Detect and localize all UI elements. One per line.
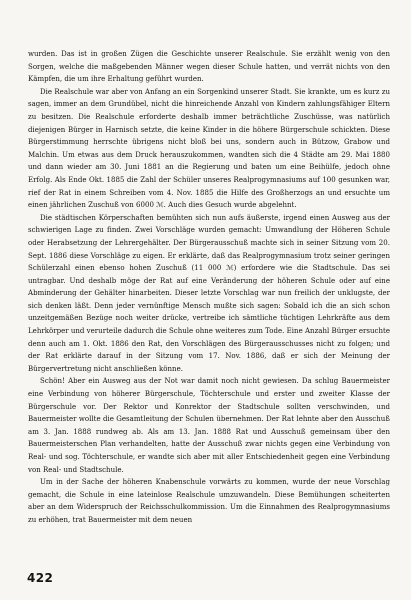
paragraph-1: wurden. Das ist in großen Zügen die Geschichte unserer Realschule. Sie erzählt wenig von den Sorgen, welche die maßgebenden Männer wegen dieser Schule hatten, und verrät nichts von den Kämpfen, die um ihre Erhaltung geführt wurden. — [28, 50, 390, 84]
paragraph-3: Die städtischen Körperschaften bemühten sich nun aufs äußerste, irgend einen Ausweg aus der schwierigen Lage zu finden. Zwei Vorschläge wurden gemacht: Umwandlung der Höheren Schule oder Herabsetzung der Lehrergehälter. Der Bürgerausschuß machte sich in seiner Sitzung vom 20. Sept. 1886 diese Vorschläge zu eigen. Er erklärte, daß das Realprogymnasium trotz seiner geringen Schülerzahl einen ebenso hohen Zuschuß (11 000 ℳ) erfordere wie die Stadtschule. Das sei untragbar. Und deshalb möge der Rat auf eine Veränderung der höheren Schule oder auf eine Abminderung der Gehälter hinarbeiten. Dieser letzte Vorschlag war nun freilich der unklugste, der sich denken läßt. Denn jeder vernünftige Mensch mußte sich sagen: Sobald ich die an sich schon unzeitgemäßen Bezüge noch weiter drücke, vertreibe ich sämtliche tüchtigen Lehrkräfte aus dem Lehrkörper und verurteile dadurch die Schule ohne weiteres zum Tode. Eine Anzahl Bürger ersuchte denn auch am 1. Okt. 1886 den Rat, den Vorschlägen des Bürgerausschusses nicht zu folgen; und der Rat erklärte darauf in der Sitzung vom 17. Nov. 1886, daß er sich der Meinung der Bürgervertretung nicht anschließen könne. — [28, 213, 390, 373]
body-text — [28, 48, 390, 527]
paragraph-5: Um in der Sache der höheren Knabenschule vorwärts zu kommen, wurde der neue Vorschlag gemacht, die Schule in eine lateinlose Realschule umzuwandeln. Diese Bemühungen scheiterten aber an dem Widerspruch der Reichsschulkommission. Um die Einnahmen des Realprogymnasiums zu erhöhen, trat Bauermeister mit dem neuen — [28, 478, 390, 524]
paragraph-4: Schön! Aber ein Ausweg aus der Not war damit noch nicht gewiesen. Da schlug Bauermeister eine Verbindung von höherer Bürgerschule, Töchterschule und erster und zweiter Klasse der Bürgerschule vor. Der Rektor und Konrektor der Stadtschule sollten verschwinden, und Bauermeister wollte die Gesamtleitung der Schulen übernehmen. Der Rat lehnte aber den Ausschuß am 3. Jan. 1888 rundweg ab. Als am 13. Jan. 1888 Rat und Ausschuß gemeinsam über den Bauermeisterschen Plan verhandelten, hatte der Ausschuß zwar nichts gegen eine Verbindung von Real- und sog. Töchterschule, er wandte sich aber mit aller Entschiedenheit gegen eine Verbindung von Real- und Stadtschule. — [28, 377, 390, 474]
page-number: 422 — [27, 571, 54, 585]
paragraph-2: Die Realschule war aber von Anfang an ein Sorgenkind unserer Stadt. Sie krankte, um es kurz zu sagen, immer an dem Grundübel, nicht die hinreichende Anzahl von Kindern zahlungsfähiger Eltern zu besitzen. Die Realschule erforderte deshalb immer beträchtliche Zuschüsse, was natürlich diejenigen Bürger in Harnisch setzte, die keine Kinder in die höhere Bürgerschule schickten. Diese Bürgerstimmung herrschte übrigens nicht bloß bei uns, sondern auch in Bützow, Grabow und Malchin. Um etwas aus dem Druck herauszukommen, wandten sich die 4 Städte am 29. Mai 1880 und dann wieder am 30. Juni 1881 an die Regierung und baten um eine Beihülfe, jedoch ohne Erfolg. Als Ende Okt. 1885 die Zahl der Schüler unseres Realprogymnasiums auf 100 gesunken war, rief der Rat in einem Schreiben vom 4. Nov. 1885 die Hilfe des Großherzogs an und ersuchte um einen jährlichen Zuschuß von 6000 ℳ. Auch dies Gesuch wurde abgelehnt. — [28, 87, 390, 210]
